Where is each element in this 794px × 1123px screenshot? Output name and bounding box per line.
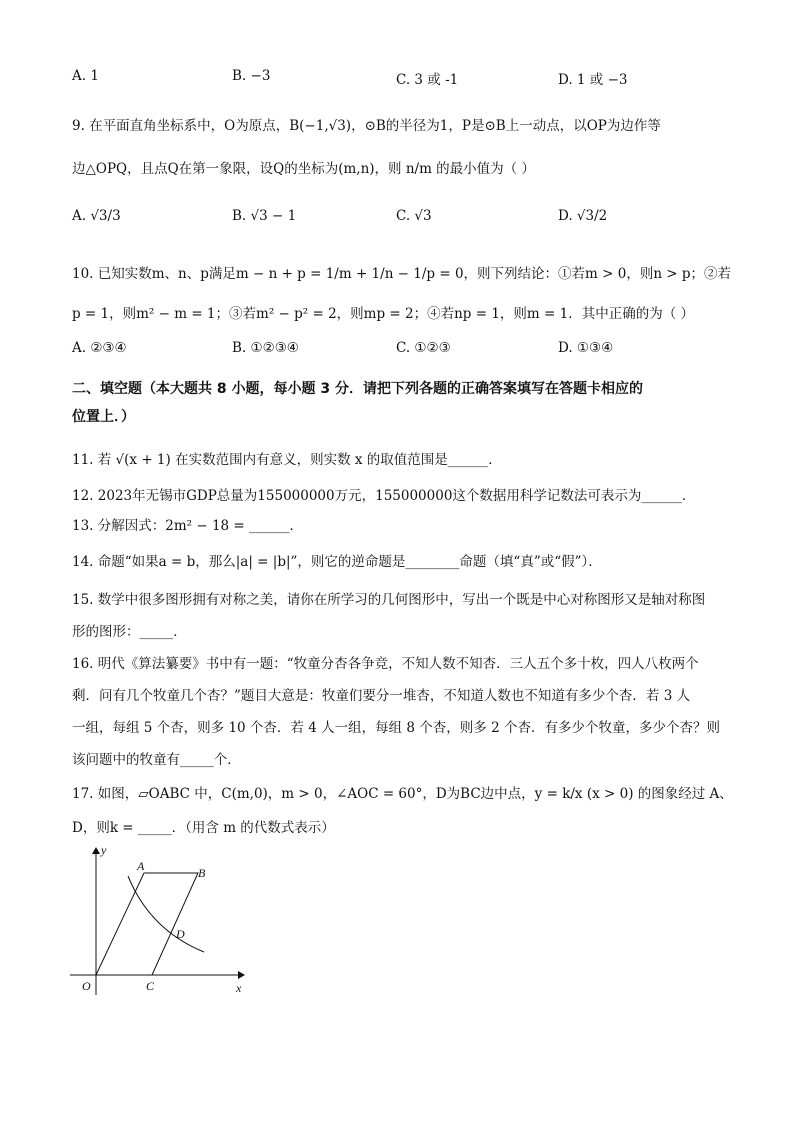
section-heading-line-2: 位置上．）: [72, 409, 135, 425]
q10-option-d: D. ①③④: [558, 340, 614, 356]
q15-line-1: 15. 数学中很多图形拥有对称之美，请你在所学习的几何图形中，写出一个既是中心对称图形又是轴对称图: [72, 592, 706, 608]
label-x: x: [236, 981, 242, 995]
q16-line-1: 16. 明代《算法纂要》书中有一题：“牧童分杏各争竞，不知人数不知杏．三人五个多十枚，四人八枚两个: [72, 656, 699, 672]
q17-line-2: D，则k = _____．（用含 m 的代数式表示）: [72, 820, 335, 836]
q15-line-2: 形的图形：_____．: [72, 624, 187, 640]
q10-option-b: B. ①②③④: [232, 340, 299, 356]
q12: 12. 2023年无锡市GDP总量为155000000万元，155000000这个数据用科学记数法可表示为______．: [72, 488, 696, 504]
q10-line-2: p = 1，则m² − m = 1；③若m² − p² = 2，则mp = 2；④若np = 1，则m = 1．其中正确的为（ ）: [72, 306, 694, 322]
label-a: A: [137, 859, 145, 873]
q10-line-1: 10. 已知实数m、n、p满足m − n + p = 1/m + 1/n − 1/p = 0，则下列结论：①若m > 0，则n > p；②若: [72, 266, 732, 282]
q8-option-a: A. 1: [72, 68, 99, 84]
hyperbola-curve: [128, 876, 204, 952]
label-d: D: [176, 927, 185, 941]
q16-line-3: 一组，每组 5 个杏，则多 10 个杏．若 4 人一组，每组 8 个杏，则多 2 个杏．有多少个牧童，多少个杏？则: [72, 720, 720, 736]
q10-option-a: A. ②③④: [72, 340, 127, 356]
label-b: B: [198, 866, 206, 880]
q9-option-c: C. √3: [396, 208, 432, 224]
parallelogram-figure: [64, 840, 254, 1000]
q8-option-b: B. −3: [232, 68, 271, 84]
q9-line-1: 9. 在平面直角坐标系中，O为原点，B(−1,√3)，⊙B的半径为1，P是⊙B上一动点，以OP为边作等: [72, 118, 661, 134]
q9-option-a: A. √3/3: [72, 208, 121, 224]
q9-option-b: B. √3 − 1: [232, 208, 297, 224]
q9-option-d: D. √3/2: [558, 208, 608, 224]
q10-option-c: C. ①②③: [396, 340, 451, 356]
label-c: C: [146, 979, 155, 993]
q8-option-d: D. 1 或 −3: [558, 72, 628, 88]
q16-line-2: 剩．问有几个牧童几个杏？”题目大意是：牧童们要分一堆杏，不知道人数也不知道有多少个杏．若 3 人: [72, 688, 691, 704]
label-o: O: [82, 979, 91, 993]
parallelogram-oabc: [96, 873, 198, 975]
section-heading-line-1: 二、填空题（本大题共 8 小题，每小题 3 分．请把下列各题的正确答案填写在答题卡相应的: [72, 381, 643, 397]
q14: 14. 命题“如果a = b，那么|a| = |b|”，则它的逆命题是________命题（填“真”或“假”）．: [72, 554, 602, 570]
q16-line-4: 该问题中的牧童有_____个．: [72, 752, 241, 768]
q8-option-c: C. 3 或 -1: [396, 72, 459, 88]
label-y: y: [101, 843, 107, 857]
q11: 11. 若 √(x + 1) 在实数范围内有意义，则实数 x 的取值范围是______．: [72, 452, 502, 468]
q9-line-2: 边△OPQ，且点Q在第一象限，设Q的坐标为(m,n)，则 n/m 的最小值为（ ）: [72, 161, 535, 177]
q17-line-1: 17. 如图，▱OABC 中，C(m,0)，m > 0，∠AOC = 60°，D为BC边中点，y = k/x (x > 0) 的图象经过 A、: [72, 786, 733, 802]
q13: 13. 分解因式：2m² − 18 = ______．: [72, 518, 304, 534]
